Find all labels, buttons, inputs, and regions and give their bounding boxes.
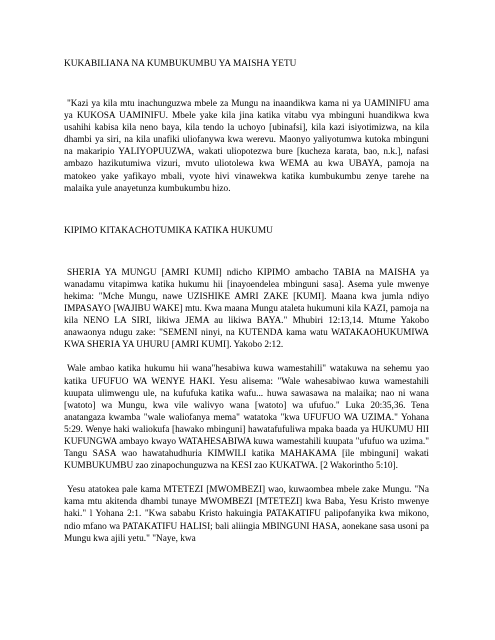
section-heading: KIPIMO KITAKACHOTUMIKA KATIKA HUKUMU: [64, 225, 273, 236]
body-paragraph-2: Wale ambao katika hukumu hii wana"hesabiwa kuwa wamestahili" watakuwa na sehemu yao katika UFUFUO WA WENYE HAKI. Yesu alisema: "Wale wahesabiwao kuwa wamestahili kuupata ulimwengu ule, na kufufuka katika wafu... huwa sawasawa na malaika; nao ni wana [watoto] wa Mungu, kwa vile walivyo wana [watoto] wa ufufuo." Luka 20:35,36. Tena anatangaza kwamba "wale waliofanya mema" watatoka "kwa UFUFUO WA UZIMA." Yohana 5:29. Wenye haki waliokufa [hawako mbinguni] hawatafufuliwa mpaka baada ya HUKUMU HII KUFUNGWA ambayo kwayo WATAHESABIWA kuwa wamestahili kuupata "ufufuo wa uzima." Tangu SASA wao hawatahudhuria KIMWILI katika MAHAKAMA [ile mbinguni] wakati KUMBUKUMBU zao zinapochunguzwa na KESI zao KUKATWA. [2 Wakorintho 5:10].: [64, 364, 429, 472]
body-paragraph-3: Yesu atatokea pale kama MTETEZI [MWOMBEZI] wao, kuwaombea mbele zake Mungu. "Na kama mtu akitenda dhambi tunaye MWOMBEZI [MTETEZI] kwa Baba, Yesu Kristo mwenye haki." l Yohana 2:1. "Kwa sababu Kristo hakuingia PATAKATIFU palipofanyika kwa mikono, ndio mfano wa PATAKATIFU HALISI; bali aliingia MBINGUNI HASA, aonekane sasa usoni pa Mungu kwa ajili yetu." "Naye, kwa: [64, 485, 429, 544]
intro-paragraph: "Kazi ya kila mtu inachunguzwa mbele za Mungu na inaandikwa kama ni ya UAMINIFU ama ya KUKOSA UAMINIFU. Mbele yake kila jina katika vitabu vya mbinguni huandikwa kwa usahihi kabisa kila neno baya, kila tendo la uchoyo [ubinafsi], kila kazi isiyotimizwa, na kila dhambi ya siri, na kila unafiki uliofanywa kwa werevu. Maonyo yaliyotumwa kutoka mbinguni na makaripio YALIYOPUUZWA, wakati uliopotezwa bure [kucheza karata, bao, n.k.], nafasi ambazo hazikutumiwa vizuri, mvuto uliotolewa kwa WEMA au kwa UBAYA, pamoja na matokeo yake yafikayo mbali, vyote hivi vinawekwa katika kumbukumbu zenye tarehe na malaika yule anayetunza kumbukumbu hizo.: [64, 99, 429, 194]
body-paragraph-1: SHERIA YA MUNGU [AMRI KUMI] ndicho KIPIMO ambacho TABIA na MAISHA ya wanadamu vitapimwa katika hukumu hii [inayoendelea mbinguni sasa]. Asema yule mwenye hekima: "Mche Mungu, nawe UZISHIKE AMRI ZAKE [KUMI]. Maana kwa jumla ndiyo IMPASAYO [WAJIBU WAKE] mtu. Kwa maana Mungu ataleta hukumuni kila KAZI, pamoja na kila NENO LA SIRI, likiwa JEMA au likiwa BAYA." Mhubiri 12:13,14. Mtume Yakobo anawaonya ndugu zake: "SEMENI ninyi, na KUTENDA kama watu WATAKAOHUKUMIWA KWA SHERIA YA UHURU [AMRI KUMI]. Yakobo 2:12.: [64, 267, 429, 351]
document-title: KUKABILIANA NA KUMBUKUMBU YA MAISHA YETU: [64, 59, 297, 69]
